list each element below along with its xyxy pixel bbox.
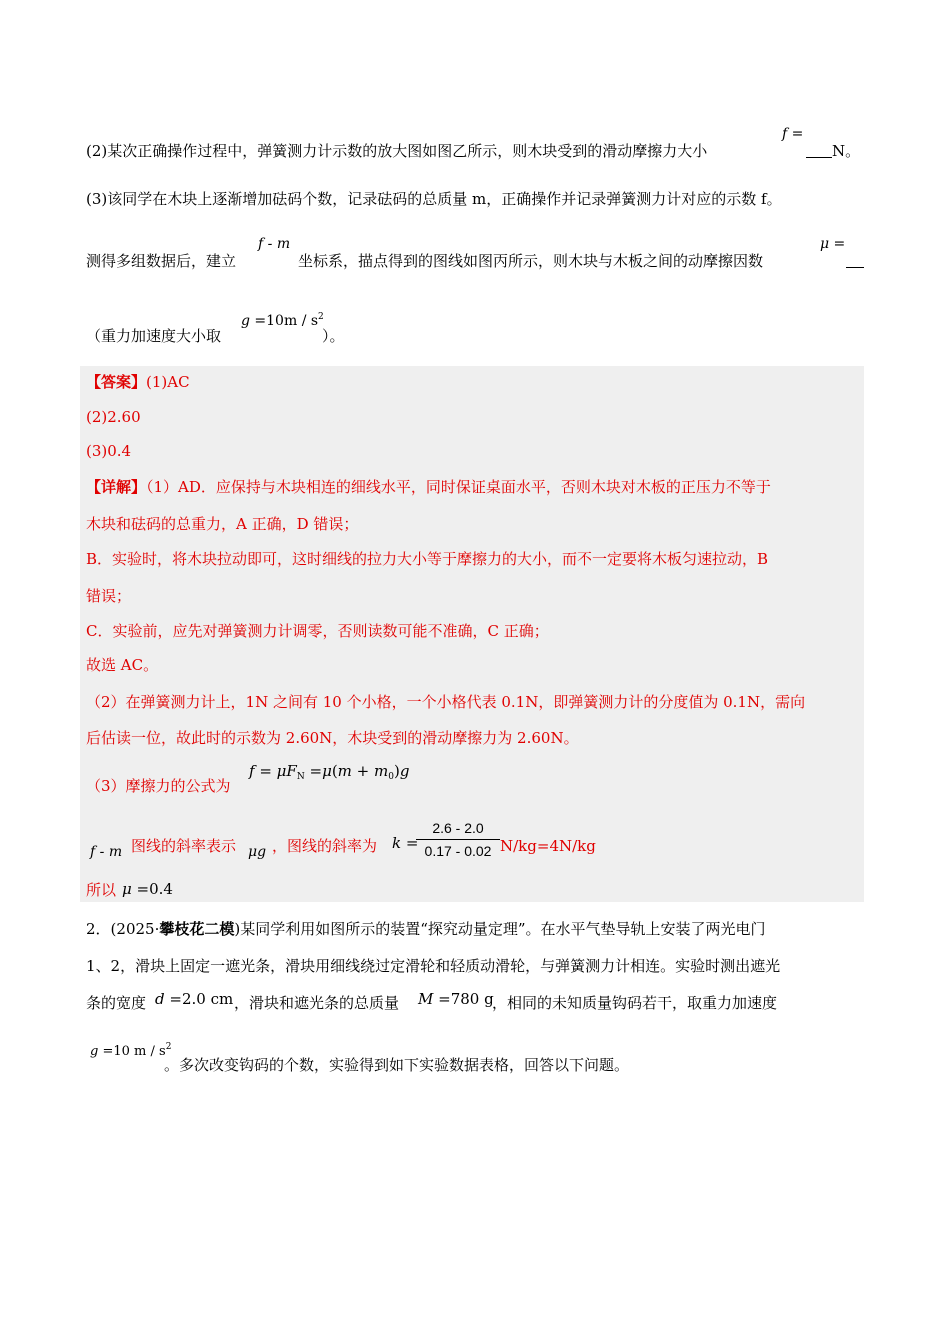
k-equals: k = xyxy=(392,834,419,852)
answer-line-3: (3)0.4 xyxy=(86,442,132,460)
slope-fraction xyxy=(416,820,500,859)
question-3-blank xyxy=(846,251,864,271)
fraction-denominator: 0.17 - 0.02 xyxy=(424,843,492,859)
question-2-line xyxy=(86,141,707,161)
answer-blank xyxy=(846,253,864,268)
explanation-line-2: 木块和砝码的总重力，A 正确，D 错误； xyxy=(86,515,359,533)
problem-2-line-3a: 条的宽度 xyxy=(86,994,147,1012)
explanation-line-8: 后估读一位，故此时的示数为 2.60N，木块受到的滑动摩擦力为 2.60N。 xyxy=(86,729,579,747)
f-m-label: f - m xyxy=(90,844,123,860)
explanation-line-10a: 图线的斜率表示 xyxy=(131,837,237,855)
f-m-formula: f - m xyxy=(258,236,291,252)
mu-equals-formula: μ = xyxy=(820,236,846,252)
question-2-blank-line: N。 xyxy=(806,141,860,161)
question-3-line-2b: 坐标系，描点得到的图线如图丙所示，则木块与木板之间的动摩擦因数 xyxy=(298,252,764,270)
friction-formula: $f = \mu F_N =\mu(m + m_0)g$ xyxy=(249,762,410,782)
problem-2-line-2: 1、2，滑块上固定一遮光条，滑块用细线绕过定滑轮和轻质动滑轮，与弹簧测力计相连。实验时测出遮光 xyxy=(86,957,781,975)
problem-2-line-3c: ，相同的未知质量钩码若干，取重力加速度 xyxy=(492,994,778,1012)
width-formula: d =2.0 cm xyxy=(155,990,234,1008)
answer-line-2: (2)2.60 xyxy=(86,408,141,426)
fraction-bar xyxy=(416,839,500,840)
mu-g-label: μg xyxy=(248,844,267,860)
question-2-text: (2)某次正确操作过程中，弹簧测力计示数的放大图如图乙所示，则木块受到的滑动摩擦力大小 xyxy=(86,142,708,160)
question-3-line-3a: （重力加速度大小取 xyxy=(86,327,222,345)
explanation-line-11: 所以 xyxy=(86,881,117,899)
explanation-line-7: （2）在弹簧测力计上，1N 之间有 10 个小格，一个小格代表 0.1N，即弹簧测力计的分度值为 0.1N，需向 xyxy=(86,693,806,711)
problem-2-line-3b: ，滑块和遮光条的总质量 xyxy=(234,994,400,1012)
gravity-formula: $g =10m / s^2$ xyxy=(241,312,324,329)
answer-blank xyxy=(806,143,832,158)
fraction-numerator: 2.6 - 2.0 xyxy=(432,820,484,836)
problem-2-line-4: 。多次改变钩码的个数，实验得到如下实验数据表格，回答以下问题。 xyxy=(164,1056,630,1074)
problem-2-line-1: 2．(2025·攀枝花二模)某同学利用如图所示的装置“探究动量定理”。在水平气垫导轨上安装了两光电门 xyxy=(86,920,766,938)
explanation-line-5: C．实验前，应先对弹簧测力计调零，否则读数可能不准确，C 正确； xyxy=(86,622,549,640)
question-3-line-1: (3)该同学在木块上逐渐增加砝码个数，记录砝码的总质量 m，正确操作并记录弹簧测力计对应的示数 f。 xyxy=(86,190,782,208)
explanation-line-6: 故选 AC。 xyxy=(86,656,159,674)
gravity-formula-2: g =10 m / $s^2$ xyxy=(90,1042,172,1059)
explanation-line-1: 【详解】（1）AD．应保持与木块相连的细线水平，同时保证桌面水平，否则木块对木板的正压力不等于 xyxy=(86,478,771,496)
explanation-line-3: B．实验时，将木块拉动即可，这时细线的拉力大小等于摩擦力的大小，而不一定要将木板匀速拉动，B xyxy=(86,550,769,568)
explanation-line-10c: N/kg=4N/kg xyxy=(500,837,596,855)
explanation-line-4: 错误； xyxy=(86,587,132,605)
mu-result: μ =0.4 xyxy=(122,880,173,898)
question-3-line-3b: ）。 xyxy=(322,327,345,345)
explanation-line-10b: ，图线的斜率为 xyxy=(272,837,378,855)
answer-line-1: 【答案】(1)AC xyxy=(86,373,190,391)
question-3-line-2a: 测得多组数据后，建立 xyxy=(86,252,237,270)
f-equals-formula: f = xyxy=(782,126,804,142)
mass-formula: M =780 g xyxy=(418,990,494,1008)
explanation-line-9: （3）摩擦力的公式为 xyxy=(86,777,231,795)
